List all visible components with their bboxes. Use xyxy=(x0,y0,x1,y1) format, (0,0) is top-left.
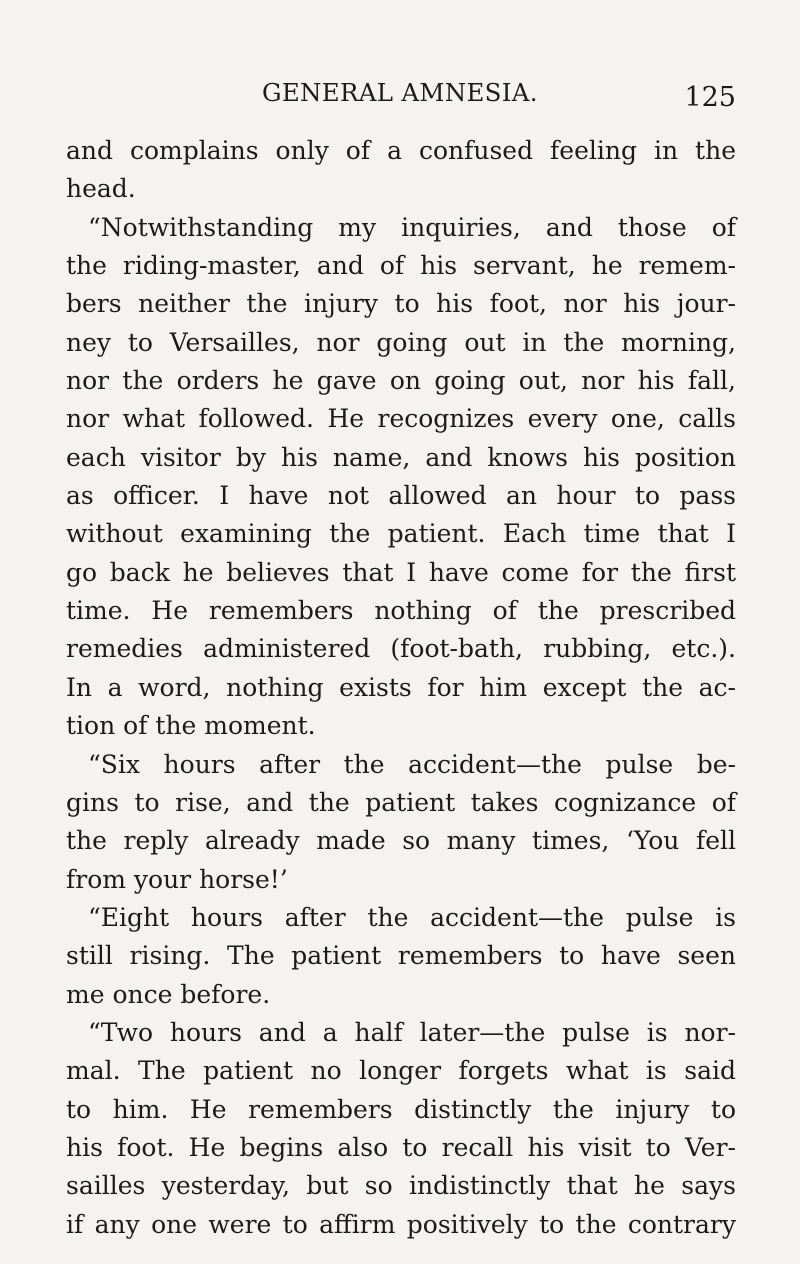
text-line: nor the orders he gave on going out, nor his fall, xyxy=(66,366,736,396)
page-number: 125 xyxy=(684,82,736,113)
text-line: remedies administered (foot-bath, rubbing, etc.). xyxy=(66,634,736,664)
text-line: “Notwithstanding my inquiries, and those of xyxy=(88,212,736,242)
text-line: head. xyxy=(66,174,136,204)
text-line: as officer. I have not allowed an hour to pass xyxy=(66,481,736,511)
text-line: from your horse!’ xyxy=(66,864,288,894)
text-line: nor what followed. He recognizes every one, calls xyxy=(66,404,736,434)
text-line: and complains only of a confused feeling in the xyxy=(66,136,736,165)
running-head xyxy=(66,78,736,114)
text-line: gins to rise, and the patient takes cognizance of xyxy=(66,787,736,817)
text-line: “Two hours and a half later—the pulse is nor- xyxy=(88,1017,736,1047)
text-line: tion of the moment. xyxy=(66,711,316,741)
text-line: mal. The patient no longer forgets what is said xyxy=(66,1056,736,1086)
text-line: go back he believes that I have come for the first xyxy=(66,557,736,587)
text-line: sailles yesterday, but so indistinctly that he says xyxy=(66,1171,736,1201)
text-line: In a word, nothing exists for him except the ac- xyxy=(66,672,736,702)
text-line: ney to Versailles, nor going out in the morning, xyxy=(66,327,736,357)
text-line: if any one were to affirm positively to the contrary xyxy=(66,1209,736,1239)
text-line: time. He remembers nothing of the prescribed xyxy=(66,596,736,626)
chapter-running-title: GENERAL AMNESIA. xyxy=(262,78,538,107)
text-line: “Six hours after the accident—the pulse be- xyxy=(88,749,736,779)
text-line: “Eight hours after the accident—the pulse is xyxy=(88,902,736,932)
text-line: his foot. He begins also to recall his visit to Ver- xyxy=(66,1132,736,1162)
text-line: without examining the patient. Each time that I xyxy=(66,519,736,549)
text-line: to him. He remembers distinctly the injury to xyxy=(66,1094,736,1124)
text-line: bers neither the injury to his foot, nor his jour- xyxy=(66,289,736,319)
text-line: each visitor by his name, and knows his position xyxy=(66,442,736,472)
text-line: the reply already made so many times, ‘You fell xyxy=(66,826,736,856)
body-text xyxy=(66,132,736,1244)
text-line: me once before. xyxy=(66,979,271,1009)
text-line: still rising. The patient remembers to have seen xyxy=(66,941,736,971)
text-line: the riding-master, and of his servant, he remem- xyxy=(66,251,736,281)
